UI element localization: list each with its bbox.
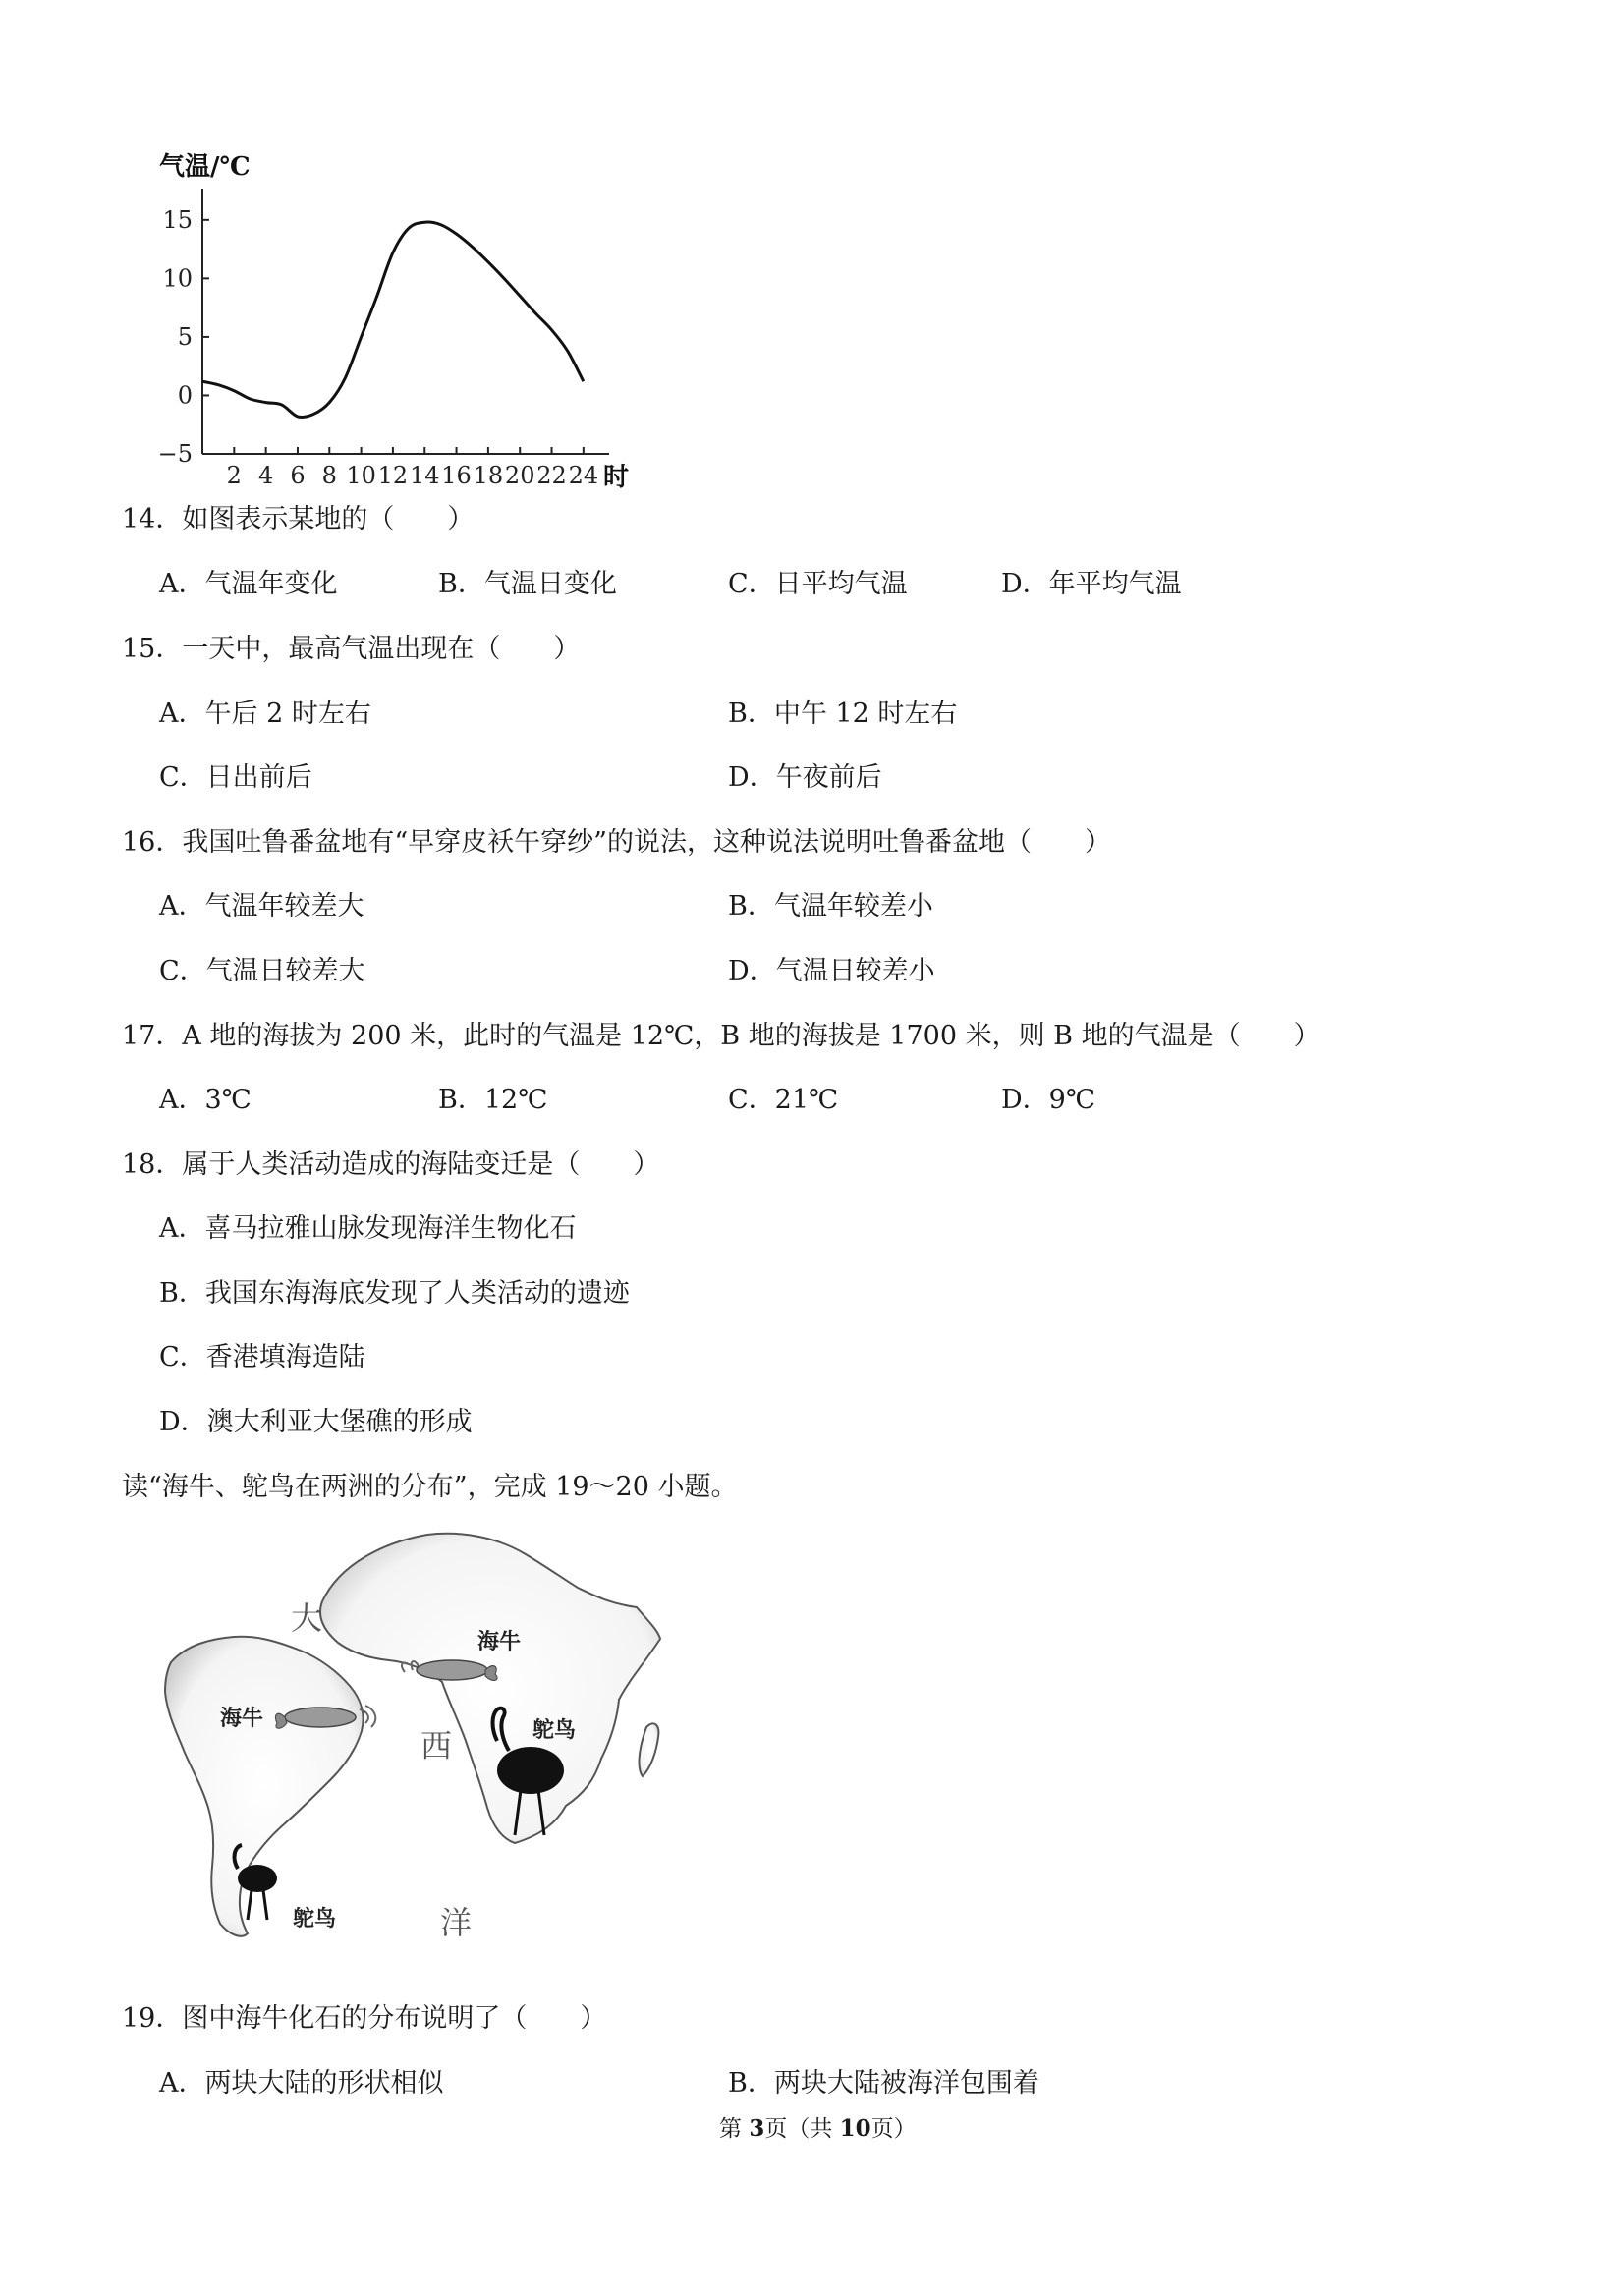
ocean-char-da: 大 <box>291 1599 323 1637</box>
option-d[interactable]: D．9℃ <box>1001 1085 1096 1115</box>
temperature-chart <box>138 138 668 491</box>
x-tick-label: 14 <box>409 462 440 489</box>
x-tick-label: 18 <box>473 462 504 489</box>
manatee-south-america-label: 海牛 <box>220 1706 264 1731</box>
y-tick-label: 0 <box>177 381 193 410</box>
option-b[interactable]: B．气温日变化 <box>438 569 617 599</box>
option-b[interactable]: B．12℃ <box>438 1085 548 1115</box>
question-stem: 15．一天中，最高气温出现在（ ） <box>122 634 581 664</box>
option-b[interactable]: B．我国东海海底发现了人类活动的遗迹 <box>159 1278 630 1309</box>
temperature-line <box>202 222 584 418</box>
option-b[interactable]: B．气温年较差小 <box>728 891 933 922</box>
africa-continent <box>320 1534 660 1843</box>
y-axis-label: 气温/℃ <box>159 152 251 182</box>
section-intro: 读“海牛、鸵鸟在两洲的分布”，完成 19～20 小题。 <box>122 1472 738 1502</box>
option-c[interactable]: C．日平均气温 <box>728 569 908 599</box>
manatee-africa-label: 海牛 <box>477 1629 522 1654</box>
footer-mid: 页（共 <box>764 2116 840 2142</box>
footer-total-pages: 10 <box>839 2115 871 2142</box>
x-tick-label: 8 <box>321 462 337 489</box>
y-tick-label: 10 <box>162 264 193 293</box>
ocean-char-yang: 洋 <box>440 1904 473 1941</box>
option-c[interactable]: C．气温日较差大 <box>159 956 365 986</box>
option-c[interactable]: C．香港填海造陆 <box>159 1342 365 1372</box>
x-tick-label: 22 <box>536 462 567 489</box>
question-stem: 19．图中海牛化石的分布说明了（ ） <box>122 2003 607 2034</box>
footer-page-number: 3 <box>749 2115 765 2142</box>
distribution-map <box>147 1523 678 1994</box>
y-tick-label: 5 <box>177 322 193 351</box>
question-stem: 18．属于人类活动造成的海陆变迁是（ ） <box>122 1149 660 1180</box>
option-d[interactable]: D．年平均气温 <box>1001 569 1182 599</box>
question-stem: 17．A 地的海拔为 200 米，此时的气温是 12℃，B 地的海拔是 1700 米，则 B 地的气温是（ ） <box>122 1021 1320 1051</box>
option-b[interactable]: B．两块大陆被海洋包围着 <box>728 2068 1039 2099</box>
x-tick-label: 12 <box>377 462 409 489</box>
option-d[interactable]: D．午夜前后 <box>728 762 882 793</box>
option-c[interactable]: C．日出前后 <box>159 762 312 793</box>
option-a[interactable]: A．午后 2 时左右 <box>159 699 371 729</box>
option-a[interactable]: A．气温年较差大 <box>159 891 364 922</box>
footer-suffix: 页） <box>870 2116 917 2142</box>
x-axis-label: 时 <box>603 463 630 491</box>
question-stem: 14．如图表示某地的（ ） <box>122 504 475 534</box>
y-tick-label: 15 <box>162 205 193 234</box>
option-d[interactable]: D．气温日较差小 <box>728 956 935 986</box>
x-tick-label: 20 <box>504 462 535 489</box>
ostrich-south-america-label: 鸵鸟 <box>293 1906 337 1932</box>
option-a[interactable]: A．气温年变化 <box>159 569 338 599</box>
x-tick-label: 10 <box>346 462 376 489</box>
question-stem: 16．我国吐鲁番盆地有“早穿皮袄午穿纱”的说法，这种说法说明吐鲁番盆地（ ） <box>122 827 1111 858</box>
option-a[interactable]: A．3℃ <box>159 1085 252 1115</box>
option-b[interactable]: B．中午 12 时左右 <box>728 699 958 729</box>
x-tick-label: 6 <box>290 462 306 489</box>
x-tick-label: 4 <box>257 462 274 489</box>
madagascar-island <box>640 1723 659 1776</box>
ocean-char-xi: 西 <box>420 1727 453 1764</box>
option-d[interactable]: D．澳大利亚大堡礁的形成 <box>159 1407 473 1437</box>
ostrich-africa-label: 鸵鸟 <box>532 1717 577 1743</box>
page-footer <box>719 2114 917 2144</box>
option-a[interactable]: A．两块大陆的形状相似 <box>159 2068 444 2099</box>
x-tick-label: 24 <box>568 462 599 489</box>
footer-prefix: 第 <box>719 2116 750 2142</box>
x-tick-label: 2 <box>226 462 242 489</box>
option-a[interactable]: A．喜马拉雅山脉发现海洋生物化石 <box>159 1213 577 1244</box>
option-c[interactable]: C．21℃ <box>728 1085 839 1115</box>
x-tick-label: 16 <box>441 462 472 489</box>
y-tick-label: −5 <box>157 440 193 468</box>
